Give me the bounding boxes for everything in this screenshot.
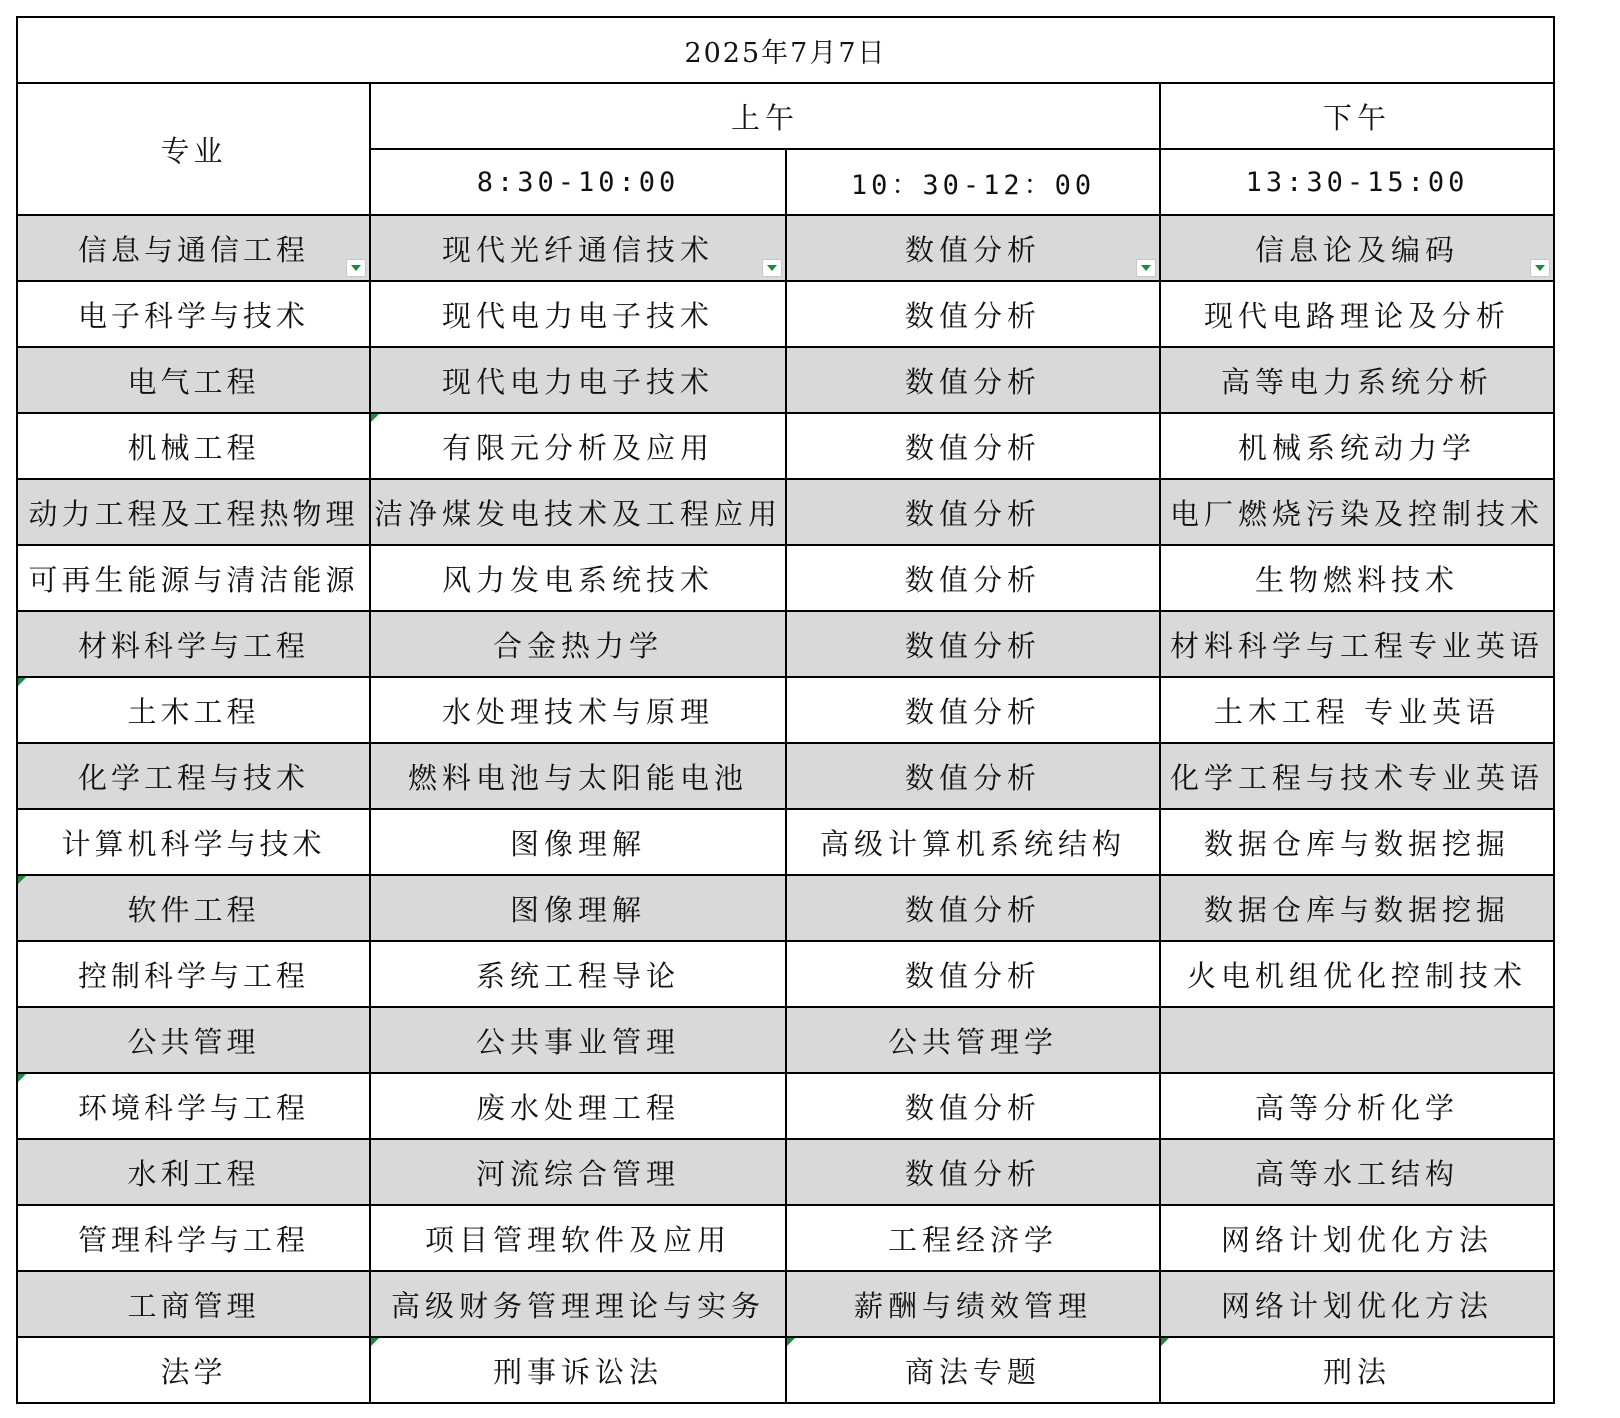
slot1-course-cell[interactable]: 系统工程导论 bbox=[370, 941, 786, 1007]
major-cell[interactable]: 公共管理 bbox=[17, 1007, 370, 1073]
slot1-course-cell[interactable]: 废水处理工程 bbox=[370, 1073, 786, 1139]
major-cell[interactable]: 法学 bbox=[17, 1337, 370, 1403]
major-cell[interactable]: 控制科学与工程 bbox=[17, 941, 370, 1007]
cell-marker-icon bbox=[371, 414, 379, 422]
slot3-course-cell[interactable]: 网络计划优化方法 bbox=[1160, 1205, 1554, 1271]
exam-date-cell[interactable]: 2025年7月7日 bbox=[17, 17, 1554, 83]
slot1-course-cell[interactable]: 高级财务管理理论与实务 bbox=[370, 1271, 786, 1337]
major-cell[interactable]: 机械工程 bbox=[17, 413, 370, 479]
slot3-course-cell[interactable]: 化学工程与技术专业英语 bbox=[1160, 743, 1554, 809]
slot2-course-cell[interactable]: 数值分析 bbox=[786, 941, 1160, 1007]
major-cell[interactable]: 可再生能源与清洁能源 bbox=[17, 545, 370, 611]
slot3-course-cell[interactable]: 高等电力系统分析 bbox=[1160, 347, 1554, 413]
major-cell[interactable]: 管理科学与工程 bbox=[17, 1205, 370, 1271]
cell-marker-icon bbox=[1161, 1338, 1169, 1346]
slot3-course-cell[interactable]: 信息论及编码 bbox=[1160, 215, 1554, 281]
major-cell[interactable]: 土木工程 bbox=[17, 677, 370, 743]
table-row bbox=[17, 941, 1554, 1007]
slot2-course-cell[interactable]: 数值分析 bbox=[786, 1073, 1160, 1139]
cell-marker-icon bbox=[18, 678, 26, 686]
slot1-course-cell[interactable]: 图像理解 bbox=[370, 875, 786, 941]
slot2-course-cell[interactable]: 数值分析 bbox=[786, 347, 1160, 413]
slot1-course-cell[interactable]: 河流综合管理 bbox=[370, 1139, 786, 1205]
table-row bbox=[17, 1205, 1554, 1271]
table-row bbox=[17, 1271, 1554, 1337]
table-row bbox=[17, 413, 1554, 479]
major-cell[interactable]: 水利工程 bbox=[17, 1139, 370, 1205]
slot2-course-cell[interactable]: 数值分析 bbox=[786, 413, 1160, 479]
slot3-course-cell[interactable]: 高等水工结构 bbox=[1160, 1139, 1554, 1205]
major-cell[interactable]: 信息与通信工程 bbox=[17, 215, 370, 281]
slot3-course-cell[interactable]: 刑法 bbox=[1160, 1337, 1554, 1403]
cell-marker-icon bbox=[787, 1338, 795, 1346]
major-cell[interactable]: 材料科学与工程 bbox=[17, 611, 370, 677]
table-row bbox=[17, 347, 1554, 413]
slot3-course-cell[interactable]: 数据仓库与数据挖掘 bbox=[1160, 809, 1554, 875]
slot1-course-cell[interactable]: 现代电力电子技术 bbox=[370, 281, 786, 347]
table-row bbox=[17, 1139, 1554, 1205]
slot3-course-cell[interactable]: 高等分析化学 bbox=[1160, 1073, 1554, 1139]
slot1-course-cell[interactable]: 洁净煤发电技术及工程应用 bbox=[370, 479, 786, 545]
major-cell[interactable]: 化学工程与技术 bbox=[17, 743, 370, 809]
afternoon-header-cell[interactable]: 下午 bbox=[1160, 83, 1554, 149]
filter-dropdown-icon[interactable] bbox=[346, 259, 366, 277]
slot1-course-cell[interactable]: 现代光纤通信技术 bbox=[370, 215, 786, 281]
slot1-course-cell[interactable]: 合金热力学 bbox=[370, 611, 786, 677]
slot2-course-cell[interactable]: 数值分析 bbox=[786, 545, 1160, 611]
slot2-course-cell[interactable]: 数值分析 bbox=[786, 677, 1160, 743]
slot3-header-cell[interactable]: 13:30-15:00 bbox=[1160, 149, 1554, 215]
table-row bbox=[17, 611, 1554, 677]
major-cell[interactable]: 动力工程及工程热物理 bbox=[17, 479, 370, 545]
major-cell[interactable]: 计算机科学与技术 bbox=[17, 809, 370, 875]
cell-marker-icon bbox=[18, 1074, 26, 1082]
slot3-course-cell[interactable]: 网络计划优化方法 bbox=[1160, 1271, 1554, 1337]
slot3-course-cell[interactable]: 材料科学与工程专业英语 bbox=[1160, 611, 1554, 677]
slot3-course-cell[interactable]: 数据仓库与数据挖掘 bbox=[1160, 875, 1554, 941]
major-cell[interactable]: 环境科学与工程 bbox=[17, 1073, 370, 1139]
slot2-course-cell[interactable]: 数值分析 bbox=[786, 743, 1160, 809]
table-row bbox=[17, 677, 1554, 743]
slot3-course-cell[interactable] bbox=[1160, 1007, 1554, 1073]
slot3-course-cell[interactable]: 生物燃料技术 bbox=[1160, 545, 1554, 611]
cell-marker-icon bbox=[371, 1338, 379, 1346]
table-row bbox=[17, 479, 1554, 545]
morning-header-cell[interactable]: 上午 bbox=[370, 83, 1160, 149]
filter-dropdown-icon[interactable] bbox=[1530, 259, 1550, 277]
major-cell[interactable]: 工商管理 bbox=[17, 1271, 370, 1337]
header-row-1 bbox=[17, 83, 1554, 149]
slot1-course-cell[interactable]: 现代电力电子技术 bbox=[370, 347, 786, 413]
slot1-course-cell[interactable]: 项目管理软件及应用 bbox=[370, 1205, 786, 1271]
major-header-cell[interactable]: 专业 bbox=[17, 83, 370, 215]
slot2-course-cell[interactable]: 数值分析 bbox=[786, 611, 1160, 677]
slot2-course-cell[interactable]: 公共管理学 bbox=[786, 1007, 1160, 1073]
slot2-course-cell[interactable]: 数值分析 bbox=[786, 215, 1160, 281]
cell-marker-icon bbox=[18, 876, 26, 884]
slot1-course-cell[interactable]: 风力发电系统技术 bbox=[370, 545, 786, 611]
table-row bbox=[17, 281, 1554, 347]
slot2-course-cell[interactable]: 数值分析 bbox=[786, 1139, 1160, 1205]
slot2-course-cell[interactable]: 高级计算机系统结构 bbox=[786, 809, 1160, 875]
table-row bbox=[17, 215, 1554, 281]
slot3-course-cell[interactable]: 机械系统动力学 bbox=[1160, 413, 1554, 479]
slot2-course-cell[interactable]: 数值分析 bbox=[786, 479, 1160, 545]
filter-dropdown-icon[interactable] bbox=[762, 259, 782, 277]
table-row bbox=[17, 545, 1554, 611]
slot2-course-cell[interactable]: 薪酬与绩效管理 bbox=[786, 1271, 1160, 1337]
slot3-course-cell[interactable]: 现代电路理论及分析 bbox=[1160, 281, 1554, 347]
slot1-course-cell[interactable]: 图像理解 bbox=[370, 809, 786, 875]
slot3-course-cell[interactable]: 电厂燃烧污染及控制技术 bbox=[1160, 479, 1554, 545]
slot1-header-cell[interactable]: 8:30-10:00 bbox=[370, 149, 786, 215]
major-cell[interactable]: 电气工程 bbox=[17, 347, 370, 413]
slot3-course-cell[interactable]: 火电机组优化控制技术 bbox=[1160, 941, 1554, 1007]
slot2-course-cell[interactable]: 工程经济学 bbox=[786, 1205, 1160, 1271]
slot2-course-cell[interactable]: 数值分析 bbox=[786, 281, 1160, 347]
table-row bbox=[17, 743, 1554, 809]
table-row bbox=[17, 875, 1554, 941]
table-row bbox=[17, 809, 1554, 875]
slot1-course-cell[interactable]: 刑事诉讼法 bbox=[370, 1337, 786, 1403]
slot2-header-cell[interactable]: 10：30-12：00 bbox=[786, 149, 1160, 215]
exam-schedule-table bbox=[16, 16, 1555, 1404]
slot1-course-cell[interactable]: 水处理技术与原理 bbox=[370, 677, 786, 743]
major-cell[interactable]: 电子科学与技术 bbox=[17, 281, 370, 347]
slot1-course-cell[interactable]: 燃料电池与太阳能电池 bbox=[370, 743, 786, 809]
slot3-course-cell[interactable]: 土木工程 专业英语 bbox=[1160, 677, 1554, 743]
title-row bbox=[17, 17, 1554, 83]
slot2-course-cell[interactable]: 商法专题 bbox=[786, 1337, 1160, 1403]
table-row bbox=[17, 1337, 1554, 1403]
slot1-course-cell[interactable]: 有限元分析及应用 bbox=[370, 413, 786, 479]
major-cell[interactable]: 软件工程 bbox=[17, 875, 370, 941]
table-row bbox=[17, 1007, 1554, 1073]
slot1-course-cell[interactable]: 公共事业管理 bbox=[370, 1007, 786, 1073]
table-row bbox=[17, 1073, 1554, 1139]
filter-dropdown-icon[interactable] bbox=[1136, 259, 1156, 277]
schedule-rows bbox=[17, 215, 1554, 1403]
slot2-course-cell[interactable]: 数值分析 bbox=[786, 875, 1160, 941]
exam-schedule-sheet bbox=[16, 16, 1555, 1404]
